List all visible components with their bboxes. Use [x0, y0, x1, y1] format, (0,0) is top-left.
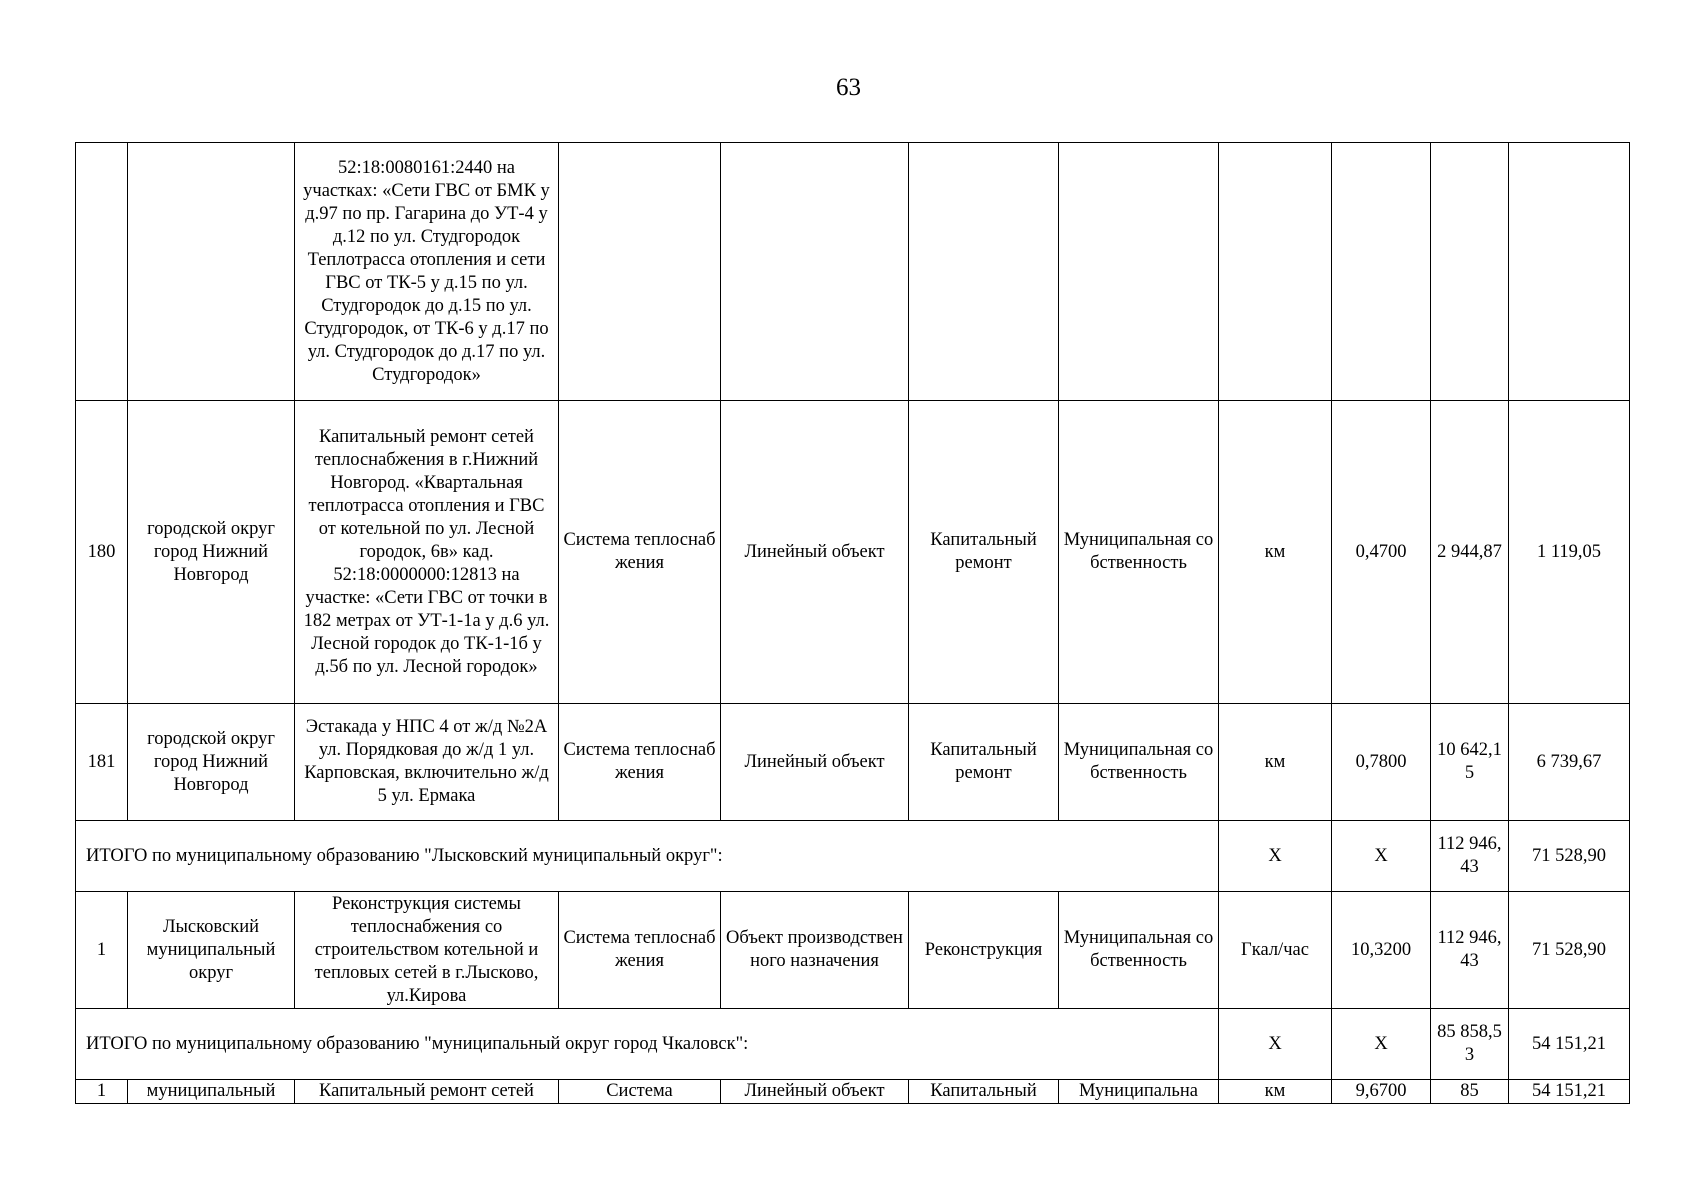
table-row-chkalovsk-1: [76, 1080, 1630, 1104]
total-label: ИТОГО по муниципальному образованию "Лысковский муниципальный округ":: [76, 821, 1219, 892]
cell-cost-total: 10 642,15: [1431, 704, 1509, 821]
table-row-total-chkalovsk: [76, 1009, 1630, 1080]
cell-system: Система теплоснабжения: [559, 704, 721, 821]
cell-num: 181: [76, 704, 128, 821]
cell-description: Капитальный ремонт сетей теплоснабжения в г.Нижний Новгород. «Квартальная теплотрасса отопления и ГВС от котельной по ул. Лесной городок, 6в» кад. 52:18:0000000:12813 на участке: «Сети ГВС от точки в 182 метрах от УТ-1-1а у д.6 ул. Лесной городок до ТК-1-1б у д.5б по ул. Лесной городок»: [295, 401, 559, 704]
cell-description: Капитальный ремонт сетей: [295, 1080, 559, 1104]
cell-num: 180: [76, 401, 128, 704]
cell-ownership: Муниципальна: [1059, 1080, 1219, 1104]
cell-unit: км: [1219, 1080, 1332, 1104]
cell-cost-total: 112 946,43: [1431, 892, 1509, 1009]
cell-cost-total: 85: [1431, 1080, 1509, 1104]
cell-unit: км: [1219, 704, 1332, 821]
cell-municipality: Лысковский муниципальный округ: [128, 892, 295, 1009]
table-row-lyskovo-1: [76, 892, 1630, 1009]
cell-unit: Гкал/час: [1219, 892, 1332, 1009]
cell-ownership: Муниципальная собственность: [1059, 704, 1219, 821]
projects-table: [75, 142, 1630, 1104]
cell-description: Реконструкция системы теплоснабжения со строительством котельной и тепловых сетей в г.Лысково, ул.Кирова: [295, 892, 559, 1009]
cell-work-type: Реконструкция: [909, 892, 1059, 1009]
page-number: 63: [836, 74, 861, 101]
cell-system: [559, 143, 721, 401]
cell-capacity: 9,6700: [1332, 1080, 1431, 1104]
cell-system: Система: [559, 1080, 721, 1104]
cell-capacity: X: [1332, 821, 1431, 892]
cell-ownership: Муниципальная собственность: [1059, 892, 1219, 1009]
cell-system: Система теплоснабжения: [559, 892, 721, 1009]
cell-object-type: Линейный объект: [721, 401, 909, 704]
cell-cost-year: 6 739,67: [1509, 704, 1630, 821]
cell-object-type: [721, 143, 909, 401]
cell-unit: X: [1219, 821, 1332, 892]
total-label: ИТОГО по муниципальному образованию "муниципальный округ город Чкаловск":: [76, 1009, 1219, 1080]
cell-cost-year: [1509, 143, 1630, 401]
cell-cost-total: 85 858,53: [1431, 1009, 1509, 1080]
table-row-181: [76, 704, 1630, 821]
cell-cost-total: 112 946,43: [1431, 821, 1509, 892]
cell-cost-year: 71 528,90: [1509, 821, 1630, 892]
cell-cost-year: 54 151,21: [1509, 1080, 1630, 1104]
cell-work-type: Капитальный ремонт: [909, 704, 1059, 821]
cell-num: 1: [76, 1080, 128, 1104]
cell-description: 52:18:0080161:2440 на участках: «Сети ГВС от БМК у д.97 по пр. Гагарина до УТ-4 у д.12 по ул. Студгородок Теплотрасса отопления и сети ГВС от ТК-5 у д.15 по ул. Студгородок до д.15 по ул. Студгородок, от ТК-6 у д.17 по ул. Студгородок до д.17 по ул. Студгородок»: [295, 143, 559, 401]
cell-cost-year: 1 119,05: [1509, 401, 1630, 704]
cell-municipality: [128, 143, 295, 401]
cell-capacity: [1332, 143, 1431, 401]
cell-capacity: 0,4700: [1332, 401, 1431, 704]
cell-work-type: Капитальный: [909, 1080, 1059, 1104]
cell-municipality: городской округ город Нижний Новгород: [128, 704, 295, 821]
cell-object-type: Объект производственного назначения: [721, 892, 909, 1009]
cell-work-type: Капитальный ремонт: [909, 401, 1059, 704]
cell-capacity: 10,3200: [1332, 892, 1431, 1009]
cell-cost-year: 71 528,90: [1509, 892, 1630, 1009]
table-row-continuation: [76, 143, 1630, 401]
cell-description: Эстакада у НПС 4 от ж/д №2А ул. Порядковая до ж/д 1 ул. Карповская, включительно ж/д 5 ул. Ермака: [295, 704, 559, 821]
cell-cost-year: 54 151,21: [1509, 1009, 1630, 1080]
cell-unit: [1219, 143, 1332, 401]
cell-municipality: городской округ город Нижний Новгород: [128, 401, 295, 704]
cell-object-type: Линейный объект: [721, 1080, 909, 1104]
cell-ownership: Муниципальная собственность: [1059, 401, 1219, 704]
cell-num: 1: [76, 892, 128, 1009]
cell-ownership: [1059, 143, 1219, 401]
cell-work-type: [909, 143, 1059, 401]
cell-num: [76, 143, 128, 401]
cell-unit: км: [1219, 401, 1332, 704]
cell-cost-total: 2 944,87: [1431, 401, 1509, 704]
cell-municipality: муниципальный: [128, 1080, 295, 1104]
cell-system: Система теплоснабжения: [559, 401, 721, 704]
cell-object-type: Линейный объект: [721, 704, 909, 821]
cell-cost-total: [1431, 143, 1509, 401]
table-row-total-lyskovo: [76, 821, 1630, 892]
table-row-180: [76, 401, 1630, 704]
cell-unit: X: [1219, 1009, 1332, 1080]
cell-capacity: X: [1332, 1009, 1431, 1080]
cell-capacity: 0,7800: [1332, 704, 1431, 821]
